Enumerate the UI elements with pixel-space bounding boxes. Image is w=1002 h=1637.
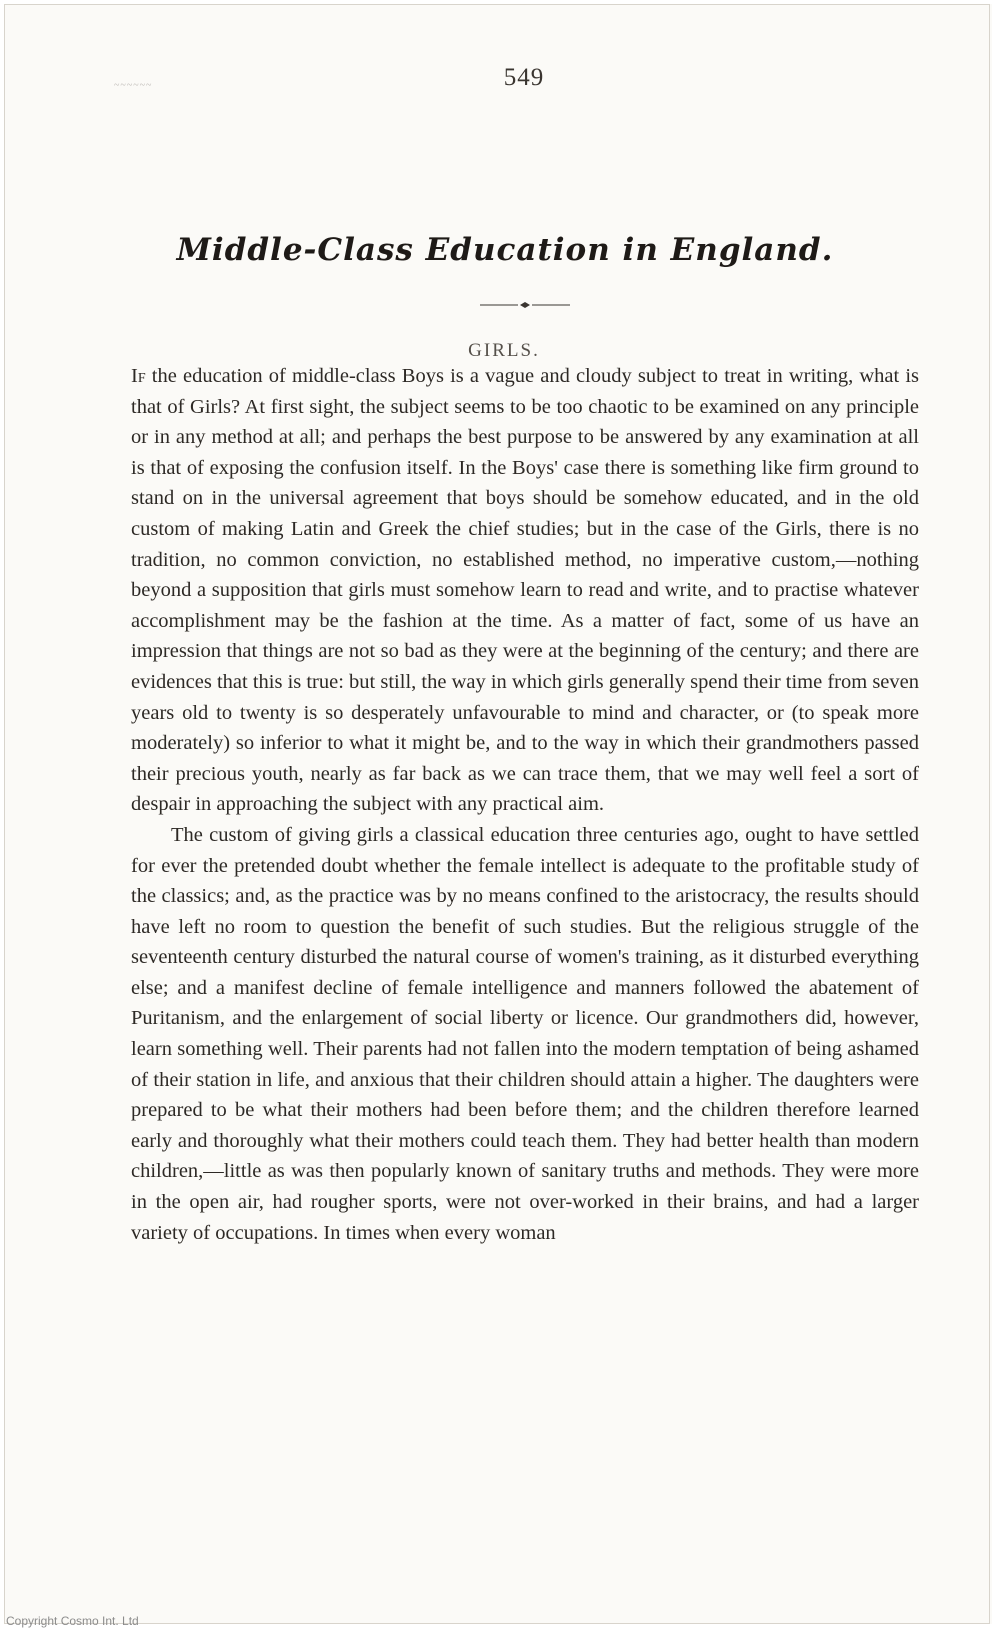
page-number: 549 — [503, 64, 545, 91]
paragraph — [131, 361, 919, 820]
ink-smudge: ~~~~~~ — [114, 80, 153, 91]
document-page — [4, 4, 992, 1624]
article-title: Middle-Class Education in England. — [176, 232, 834, 268]
paragraph-lead-word: If — [131, 365, 146, 387]
copyright-watermark: Copyright Cosmo Int. Ltd — [6, 1614, 139, 1628]
article-body — [131, 361, 919, 1248]
ornament-divider — [480, 300, 570, 310]
paragraph: The custom of giving girls a classical education three centuries ago, ought to have settled for ever the pretended doubt whether the female intellect is adequate to the profitable study of the classics; and, as the practice was by no means confined to the aristocracy, the results should have left no room to question the benefit of such studies. But the religious struggle of the seventeenth century disturbed the natural course of women's training, as it disturbed everything else; and a manifest decline of female intelligence and manners followed the abatement of Puritanism, and the enlargement of social liberty or licence. Our grandmothers did, however, learn something well. Their parents had not fallen into the modern temptation of being ashamed of their station in life, and anxious that their children should attain a higher. The daughters were prepared to be what their mothers had been before them; and the children therefore learned early and thoroughly what their mothers could teach them. They had better health than modern children,—little as was then popularly known of sanitary truths and methods. They were more in the open air, had rougher sports, were not over-worked in their brains, and had a larger variety of occupations. In times when every woman — [131, 823, 919, 1244]
paragraph-text: the education of middle-class Boys is a vague and cloudy subject to treat in writing, what is that of Girls? At first sight, the subject seems to be too chaotic to be examined on any principle or in any method at all; and perhaps the best purpose to be answered by any examination at all is that of exposing the confusion itself. In the Boys' case there is something like firm ground to stand on in the universal agreement that boys should be somehow educated, and in the old custom of making Latin and Greek the chief studies; but in the case of the Girls, there is no tradition, no common conviction, no established method, no imperative custom,—nothing beyond a supposition that girls must somehow learn to read and write, and to practise whatever accomplishment may be the fashion at the time. As a matter of fact, some of us have an impression that things are not so bad as they were at the beginning of the century; and there are evidences that this is true: but still, the way in which girls generally spend their time from seven years old to twenty is so desperately unfavourable to mind and character, or (to speak more moderately) so inferior to what it might be, and to the way in which their grandmothers passed their precious youth, nearly as far back as we can trace them, that we may well feel a sort of despair in approaching the subject with any practical aim. — [131, 365, 919, 816]
section-heading: GIRLS. — [468, 340, 540, 361]
